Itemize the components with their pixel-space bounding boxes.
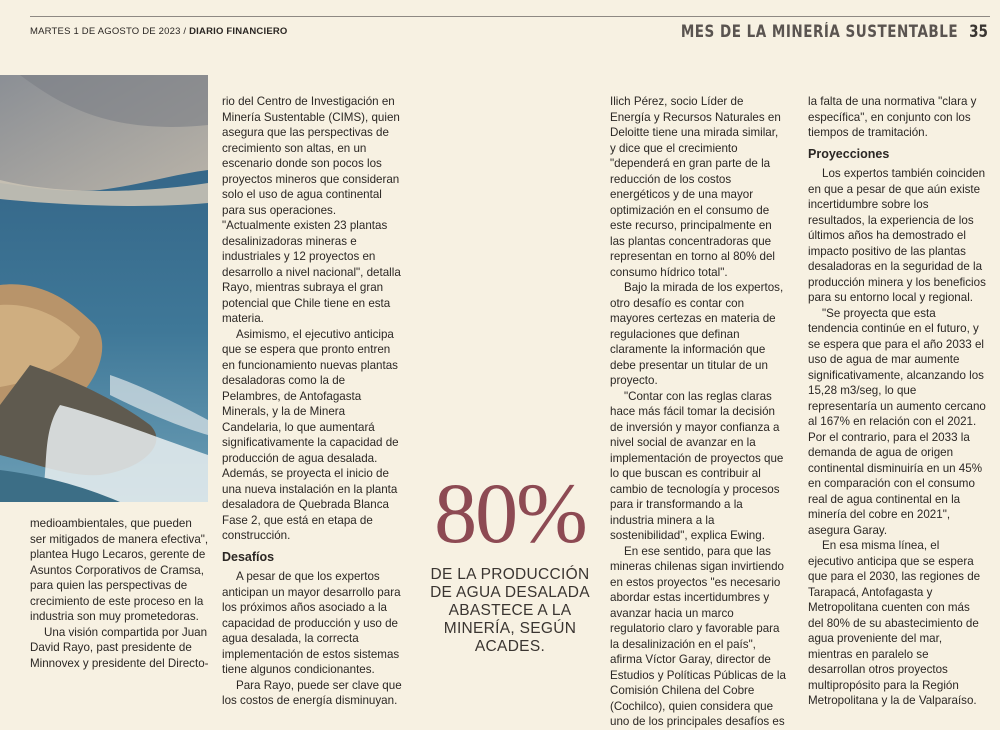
header-date-line xyxy=(30,26,288,37)
header-date: MARTES 1 DE AGOSTO DE 2023 xyxy=(30,26,181,37)
col3-paragraph-2: Bajo la mirada de los expertos, otro desafío es contar con mayores certezas en materia de regulaciones que definan claramente la información que debe presentar un titular de un proyecto. xyxy=(610,281,784,387)
section-title: MES DE LA MINERÍA SUSTENTABLE xyxy=(680,22,958,41)
column-4 xyxy=(808,94,988,709)
col3-paragraph-3: "Contar con las reglas claras hace más fácil tomar la decisión de inversión y mayor confianza a nivel social de avanzar en la implementación de proyectos que lo que buscan es contribuir al cambio de tecnología y procesos para ir transformando a la industria minera a la sostenibilidad", explica Ewing. xyxy=(610,389,784,542)
heading-proyecciones: Proyecciones xyxy=(808,146,890,161)
col4-paragraph-3: "Se proyecta que esta tendencia continúe en el futuro, y se espera que para el año 2033 el uso de agua de mar aumente significativamente, alcanzando los 15,28 m3/seg, lo que representaría un aumento cercano al 167% en relación con el 2021. Por el contrario, para el 2033 la demanda de agua de origen continental disminuiría en un 45% en comparación con el consumo real de agua continental en la minería del cobre en 2021", asegura Garay. xyxy=(808,306,986,537)
col1-paragraph-1: medioambientales, que pueden ser mitigados de manera efectiva", plantea Hugo Lecaros, gerente de Asuntos Corporativos de Cramsa, para quien las perspectivas de crecimiento de este proceso en la industria son muy prometedoras. xyxy=(30,517,209,623)
coastline-photo xyxy=(0,75,208,502)
callout-text: DE LA PRODUCCIÓN DE AGUA DESALADA ABASTECE A LA MINERÍA, SEGÚN ACADES. xyxy=(430,566,590,655)
header-publication: DIARIO FINANCIERO xyxy=(189,26,288,37)
heading-desafios: Desafíos xyxy=(222,549,275,564)
header-rule xyxy=(30,16,990,17)
col1-paragraph-2: Una visión compartida por Juan David Rayo, past presidente de Minnovex y presidente del Directo- xyxy=(30,625,209,670)
column-1 xyxy=(30,516,210,671)
callout-figure: 80% xyxy=(434,465,586,561)
page-number: 35 xyxy=(969,22,988,41)
col2-paragraph-2: Asimismo, el ejecutivo anticipa que se espera que pronto entren en funcionamiento nuevas plantas desaladoras como la de Pelambres, de Antofagasta Minerals, y la de Minera Candelaria, lo que aumentará significativamente la capacidad de producción de agua desalada. Además, se proyecta el inicio de una nueva instalación en la planta desaladora de Quebrada Blanca Fase 2, que está en etapa de construcción. xyxy=(222,327,399,542)
col4-paragraph-4: En esa misma línea, el ejecutivo anticipa que se espera que para el 2030, las regiones de Tarapacá, Antofagasta y Metropolitana cuenten con más del 80% de su abastecimiento de agua proveniente del mar, mientras en paralelo se desarrollan otros proyectos multipropósito para la Región Metropolitana y la de Valparaíso. xyxy=(808,539,981,707)
coastline-photo-art xyxy=(0,75,208,502)
column-2 xyxy=(222,94,404,709)
col4-paragraph-1: la falta de una normativa "clara y específica", en conjunto con los tiempos de tramitación. xyxy=(808,95,977,139)
column-3 xyxy=(610,94,786,730)
col2-paragraph-3: A pesar de que los expertos anticipan un mayor desarrollo para los próximos años asociado a la capacidad de producción y uso de agua desalada, la correcta implementación de estos sistemas tiene algunos condicionantes. xyxy=(222,570,401,676)
col2-paragraph-1: rio del Centro de Investigación en Minería Sustentable (CIMS), quien asegura que las perspectivas de crecimiento son altas, en un escenario donde son pocos los proyectos mineros que consideran solo el uso de agua continental para sus operaciones. "Actualmente existen 23 plantas desalinizadoras mineras e industriales y 12 proyectos en desarrollo a nivel nacional", detalla Rayo, mientras subraya el gran potencial que Chile tiene en esta materia. xyxy=(222,95,401,325)
col2-paragraph-4: Para Rayo, puede ser clave que los costos de energía disminuyan. xyxy=(222,678,402,707)
header-separator: / xyxy=(180,26,190,37)
col3-paragraph-1: Ilich Pérez, socio Líder de Energía y Recursos Naturales en Deloitte tiene una mirada similar, y dice que el crecimiento "dependerá en gran parte de la reducción de los costos energéticos y de una mayor optimización en el consumo de este recurso, principalmente en las plantas concentradoras que representan en torno al 80% del consumo hídrico total". xyxy=(610,95,781,279)
col3-paragraph-4: En ese sentido, para que las mineras chilenas sigan invirtiendo en estos proyectos "es necesario abordar estas incertidumbres y avanzar hacia un marco regulatorio claro y favorable para la desalinización en el país", afirma Víctor Garay, director de Estudios y Políticas Públicas de la Comisión Chilena del Cobre (Cochilco), quien considera que uno de los principales desafíos es xyxy=(610,544,786,728)
col4-paragraph-2: Los expertos también coinciden en que a pesar de que aún existe incertidumbre sobre los resultados, la experiencia de los últimos años ha demostrado el impacto positivo de las plantas desaladoras en la seguridad de la producción minera y los beneficios para su entorno local y regional. xyxy=(808,167,986,304)
